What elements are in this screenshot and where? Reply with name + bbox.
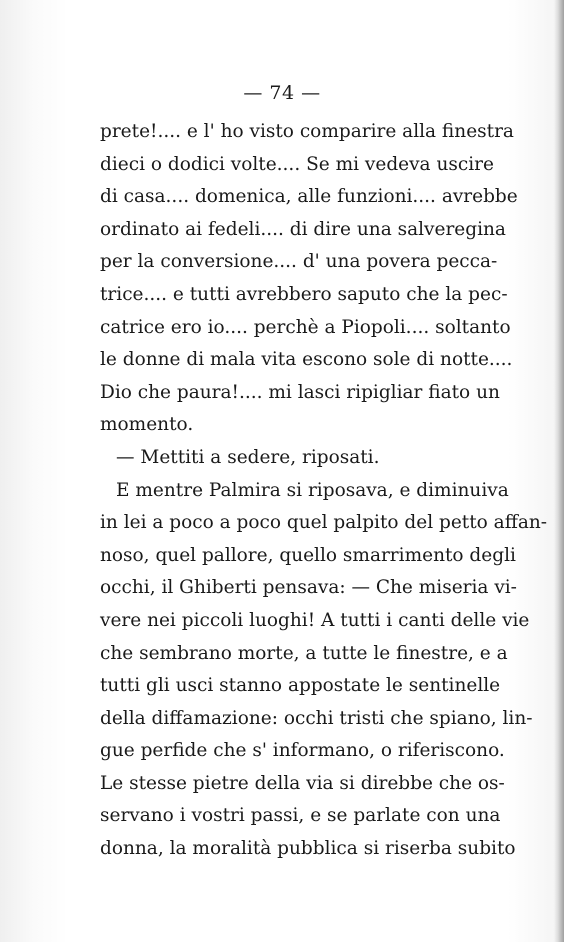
text-line: gue perfide che s' informano, o riferiscono.: [100, 740, 505, 762]
text-line: catrice ero io.... perchè a Piopoli.... soltanto: [100, 316, 511, 338]
text-line: tutti gli usci stanno appostate le sentinelle: [100, 675, 501, 697]
text-line: momento.: [100, 414, 194, 436]
page-number: — 74 —: [243, 82, 321, 104]
text-line: occhi, il Ghiberti pensava: — Che miseria vi-: [100, 577, 517, 599]
text-line: prete!.... e l' ho visto comparire alla finestra: [100, 121, 514, 142]
text-line: Dio che paura!.... mi lasci ripigliar fiato un: [100, 381, 500, 403]
text-line: per la conversione.... d' una povera pecca-: [100, 251, 498, 273]
text-line: vere nei piccoli luoghi! A tutti i canti delle vie: [100, 609, 530, 631]
text-line: — Mettiti a sedere, riposati.: [116, 446, 380, 468]
text-line: donna, la moralità pubblica si riserba subito: [100, 838, 516, 860]
text-line: Le stesse pietre della via si direbbe che os-: [100, 772, 505, 794]
text-line: in lei a poco a poco quel palpito del petto affan-: [100, 512, 548, 534]
text-line: di casa.... domenica, alle funzioni.... avrebbe: [100, 186, 518, 208]
text-line: servano i vostri passi, e se parlate con una: [100, 805, 501, 827]
text-line: le donne di mala vita escono sole di notte....: [100, 349, 513, 371]
text-line: E mentre Palmira si riposava, e diminuiva: [116, 479, 509, 501]
text-line: che sembrano morte, a tutte le finestre, e a: [100, 642, 508, 664]
page-edge-shadow: [554, 0, 564, 942]
text-line: della diffamazione: occhi tristi che spiano, lin-: [100, 707, 533, 729]
body-text: [100, 116, 548, 866]
text-line: ordinato ai fedeli.... di dire una salveregina: [100, 218, 506, 240]
text-line: noso, quel pallore, quello smarrimento degli: [100, 544, 516, 566]
text-line: trice.... e tutti avrebbero saputo che la pec-: [100, 283, 508, 305]
text-line: dieci o dodici volte.... Se mi vedeva uscire: [100, 153, 494, 175]
